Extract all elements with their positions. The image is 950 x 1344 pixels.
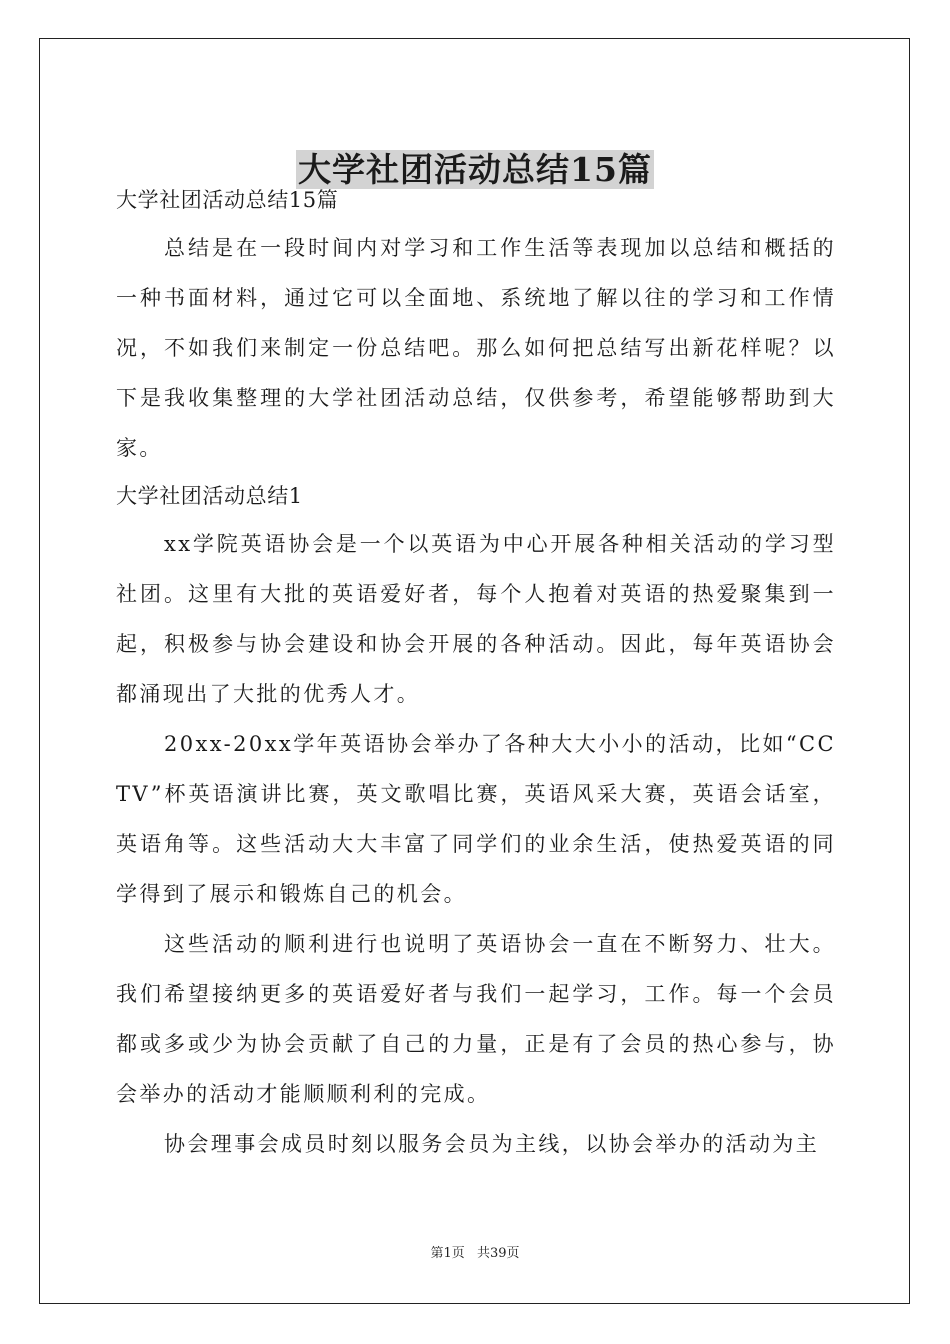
section-heading-1: 大学社团活动总结1 bbox=[116, 484, 303, 508]
paragraph: xx学院英语协会是一个以英语为中心开展各种相关活动的学习型社团。这里有大批的英语爱好者，每个人抱着对英语的热爱聚集到一起，积极参与协会建设和协会开展的各种活动。因此，每年英语协会都涌现出了大批的优秀人才。 bbox=[116, 532, 836, 706]
page-number-current: 第1页 bbox=[430, 1246, 465, 1261]
document-title-text: 大学社团活动总结15篇 bbox=[298, 150, 652, 190]
paragraph: 协会理事会成员时刻以服务会员为主线，以协会举办的活动为主 bbox=[164, 1132, 820, 1156]
paragraph: 20xx-20xx学年英语协会举办了各种大大小小的活动，比如“CCTV”杯英语演讲比赛，英文歌唱比赛，英语风采大赛，英语会话室，英语角等。这些活动大大丰富了同学们的业余生活，使热爱英语的同学得到了展示和锻炼自己的机会。 bbox=[116, 732, 836, 906]
paragraph: 这些活动的顺利进行也说明了英语协会一直在不断努力、壮大。我们希望接纳更多的英语爱好者与我们一起学习，工作。每一个会员都或多或少为协会贡献了自己的力量，正是有了会员的热心参与，协会举办的活动才能顺顺利利的完成。 bbox=[116, 932, 836, 1106]
paragraph-intro: 总结是在一段时间内对学习和工作生活等表现加以总结和概括的一种书面材料，通过它可以全面地、系统地了解以往的学习和工作情况，不如我们来制定一份总结吧。那么如何把总结写出新花样呢？以下是我收集整理的大学社团活动总结，仅供参考，希望能够帮助到大家。 bbox=[116, 236, 836, 460]
page-footer bbox=[0, 1244, 950, 1264]
page-number-total: 共39页 bbox=[476, 1246, 520, 1261]
document-subtitle: 大学社团活动总结15篇 bbox=[116, 188, 339, 212]
document-body bbox=[116, 177, 836, 1169]
